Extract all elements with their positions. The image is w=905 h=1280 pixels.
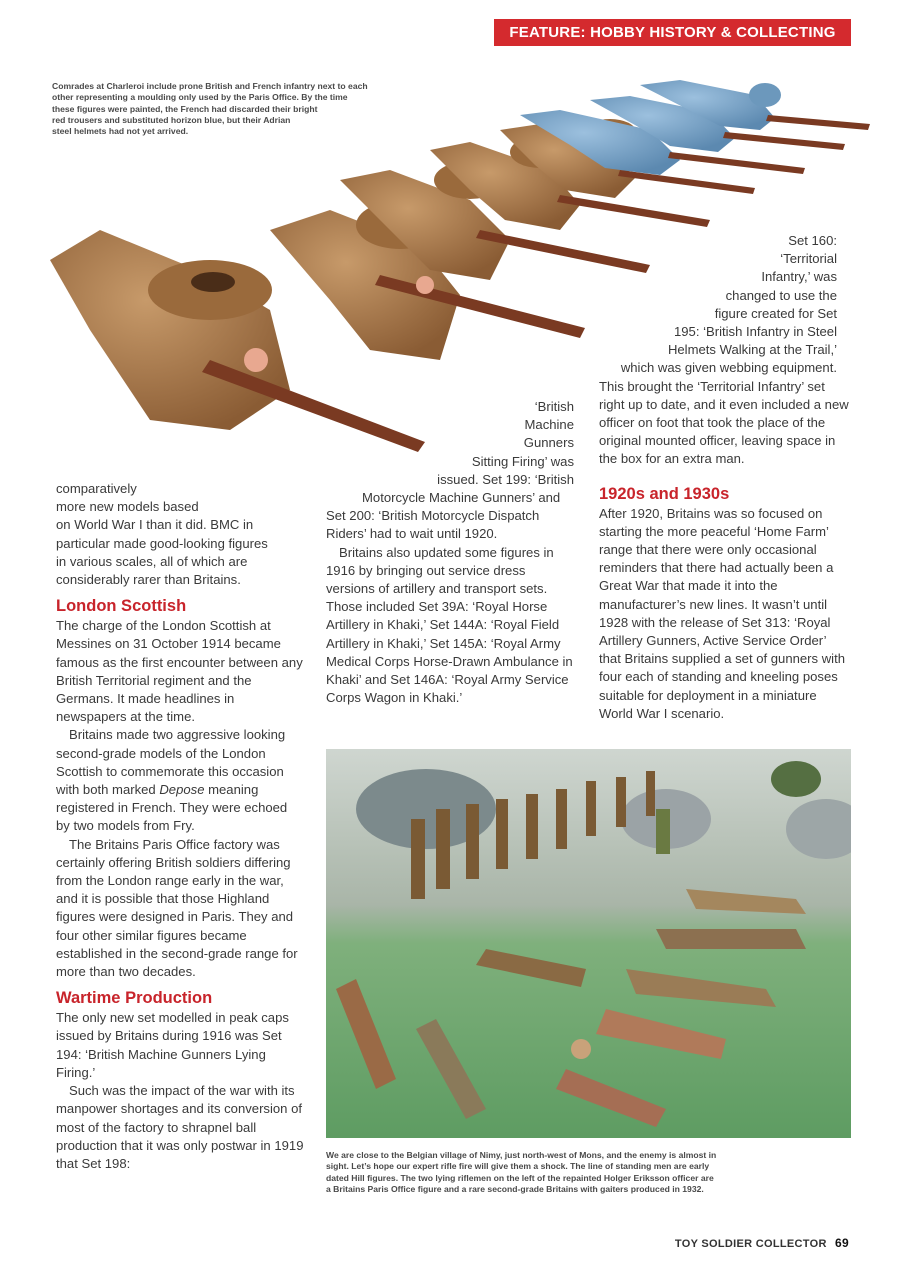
magazine-name: TOY SOLDIER COLLECTOR (674, 1238, 827, 1250)
paragraph: The only new set modelled in peak caps issued by Britains during 1916 was Set 194: ‘British Machine Gunners Lying Firing.’ (56, 1010, 289, 1080)
section-banner: FEATURE: HOBBY HISTORY & COLLECTING (494, 19, 851, 46)
column-2 (326, 398, 574, 707)
bottom-photo-caption: We are close to the Belgian village of Nimy, just north-west of Mons, and the enemy is almost in sight. Let’s hope our expert rifle fire will give them a shock. The line of standing men are early dated Hill figures. The two lying riflemen on the left of the repainted Holger Eriksson officer are a Britains Paris Office figure and a rare second-grade Britains with gaiters produced in 1932. (326, 1150, 717, 1194)
paragraph: Britains made two aggressive looking second-grade models of the London Scottish to commemorate this occasion with both marked Depose meaning registered in French. They were echoed by two models from Fry. (56, 727, 288, 834)
paragraph: After 1920, Britains was so focused on starting the more peaceful ‘Home Farm’ range that there were only occasional reminders that there had actually been a Great War that made it into the manufacturer’s new lines. It wasn’t until 1928 with the release of Set 313: ‘Royal Artillery Gunners, Active Service Order’ that Britains supplied a set of gunners with four each of standing and kneeling poses suitable for deployment in a miniature World War I scenario. (599, 505, 846, 721)
heading-1920s-1930s: 1920s and 1930s (599, 484, 730, 503)
top-photo-caption: Comrades at Charleroi include prone British and French infantry next to each other representing a moulding only used by the Paris Office. By the time these figures were painted, the French had discarded their bright red trousers and substituted horizon blue, but their Adrian steel helmets had not yet arrived. (52, 81, 368, 137)
nimy-battle-photo (326, 749, 851, 1138)
paragraph: Britains also updated some figures in 1916 by bringing out service dress versions of artillery and transport sets. Those included Set 39A: ‘Royal Horse Artillery in Khaki,’ Set 144A: ‘Royal Field Artillery in Khaki,’ Set 145A: ‘Royal Army Medical Corps Horse-Drawn Ambulance in Khaki’ and Set 146A: ‘Royal Army Service Corps Wagon in Khaki.’ (326, 544, 573, 706)
page-number: 69 (835, 1236, 849, 1250)
heading-london-scottish: London Scottish (56, 597, 187, 616)
page-footer (675, 1236, 849, 1250)
paragraph: Motorcycle Machine Gunners’ and Set 200: ‘British Motorcycle Dispatch Riders’ had to wait until 1920. (326, 490, 561, 542)
column-3 (599, 232, 849, 723)
intro-text: comparatively more new models based on World War I than it did. BMC in particular made good-looking figures in various scales, all of which are considerably rarer than Britains. (56, 481, 268, 588)
paragraph: The Britains Paris Office factory was certainly offering British soldiers differing from the London range early in the war, and it is possible that those Highland figures were designed in Paris. They and four other similar figures became established in the second-grade range for more than two decades. (56, 836, 298, 980)
heading-wartime-production: Wartime Production (56, 989, 213, 1008)
paragraph: This brought the ‘Territorial Infantry’ set right up to date, and it even included a new officer on foot that took the place of the original mounted officer, leaving space in the box for an extra man. (599, 378, 849, 467)
paragraph: Such was the impact of the war with its manpower shortages and its conversion of most of the factory to shrapnel ball production that it was only postwar in 1919 that Set 198: (56, 1083, 304, 1171)
column-1 (56, 480, 304, 1173)
wrapped-text: ‘British Machine Gunners Sitting Firing’ was issued. Set 199: ‘British (437, 399, 574, 487)
wrapped-text: Set 160: ‘Territorial Infantry,’ was changed to use the figure created for Set 195: ‘British Infantry in Steel Helmets Walking at the Trail,’ which was given webbing equipment. (620, 233, 837, 376)
paragraph: The charge of the London Scottish at Messines on 31 October 1914 became famous as the first encounter between any British Territorial regiment and the Germans. It made headlines in newspapers at the time. (56, 618, 303, 725)
